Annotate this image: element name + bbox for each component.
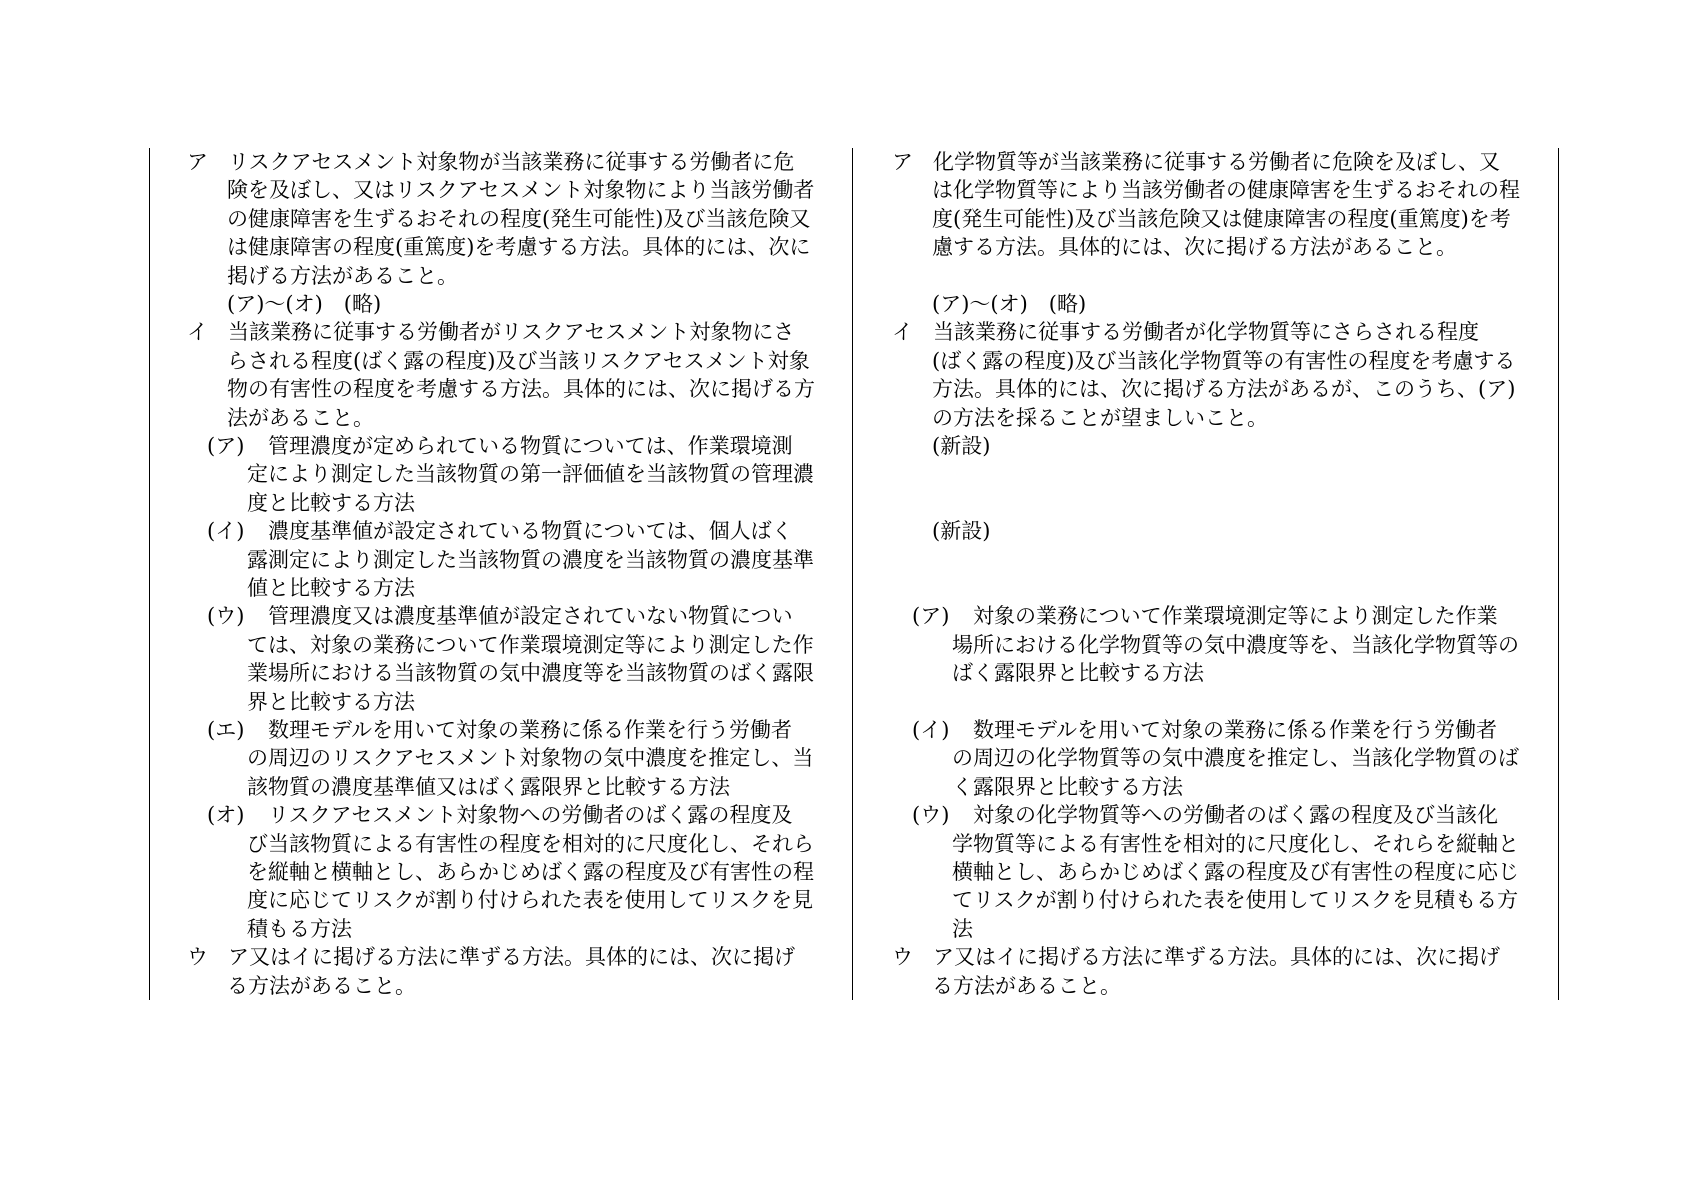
item-marker: イ (187, 320, 208, 345)
line-text: 掲げる方法があること。 (227, 263, 458, 288)
line-text: び当該物質による有害性の程度を相対的に尺度化し、それら (247, 831, 814, 856)
text-line (910, 233, 1550, 261)
line-text: 化学物質等が当該業務に従事する労働者に危険を及ぼし、又 (912, 150, 1500, 174)
line-text: 物の有害性の程度を考慮する方法。具体的には、次に掲げる方 (227, 377, 815, 402)
line-text: 業場所における当該物質の気中濃度等を当該物質のばく露限 (247, 661, 814, 686)
text-line (910, 517, 1550, 545)
line-text: 度と比較する方法 (247, 490, 415, 515)
line-text: 険を及ぼし、又はリスクアセスメント対象物により当該労働者 (227, 178, 815, 203)
column-border-left (149, 148, 150, 1000)
text-line (910, 375, 1550, 403)
text-line (205, 716, 845, 744)
line-text: 慮する方法。具体的には、次に掲げる方法があること。 (932, 235, 1457, 260)
item-marker: (エ) (207, 718, 245, 742)
line-text: 管理濃度又は濃度基準値が設定されていない物質につい (247, 604, 793, 629)
line-text: 数理モデルを用いて対象の業務に係る作業を行う労働者 (247, 718, 792, 742)
item-marker: イ (892, 320, 913, 345)
line-text: 方法。具体的には、次に掲げる方法があるが、このうち、(ア) (932, 377, 1516, 402)
line-text: 該物質の濃度基準値又はばく露限界と比較する方法 (247, 774, 730, 799)
line-text: (ばく露の程度)及び当該化学物質等の有害性の程度を考慮する (932, 348, 1516, 373)
text-line (205, 801, 845, 829)
line-text: 界と比較する方法 (247, 689, 415, 714)
text-line (910, 801, 1550, 829)
item-marker: (ア) (912, 604, 950, 629)
text-line (910, 631, 1550, 659)
line-text: る方法があること。 (932, 973, 1121, 998)
text-line (910, 176, 1550, 204)
line-text: 学物質等による有害性を相対的に尺度化し、それらを縦軸と (952, 831, 1519, 856)
text-line (205, 858, 845, 886)
line-text: 露測定により測定した当該物質の濃度を当該物質の濃度基準 (247, 547, 814, 572)
line-text: 法 (952, 916, 973, 941)
text-line (892, 318, 1550, 346)
line-text: 値と比較する方法 (247, 576, 415, 600)
text-line (910, 659, 1550, 687)
line-text: 場所における化学物質等の気中濃度等を、当該化学物質等の (952, 632, 1519, 657)
text-line (205, 262, 845, 290)
text-line (910, 290, 1550, 318)
text-line (205, 489, 845, 517)
text-line (910, 830, 1550, 858)
line-text: (新設) (932, 519, 991, 544)
line-text: ては、対象の業務について作業環境測定等により測定した作 (247, 632, 814, 657)
text-line (205, 744, 845, 772)
item-marker: (イ) (207, 519, 245, 544)
text-line (910, 716, 1550, 744)
line-text: 定により測定した当該物質の第一評価値を当該物質の管理濃 (247, 462, 814, 487)
line-text: の健康障害を生ずるおそれの程度(発生可能性)及び当該危険又 (227, 206, 811, 231)
text-line (910, 744, 1550, 772)
line-text: らされる程度(ばく露の程度)及び当該リスクアセスメント対象 (227, 348, 810, 373)
item-marker: ア (892, 150, 913, 174)
line-text: てリスクが割り付けられた表を使用してリスクを見積もる方 (952, 888, 1519, 913)
text-line (910, 773, 1550, 801)
text-line (910, 858, 1550, 886)
item-marker: (ウ) (912, 803, 950, 828)
column-border-middle (852, 148, 853, 1000)
line-text: の方法を採ることが望ましいこと。 (932, 405, 1268, 430)
text-line (205, 205, 845, 233)
text-line (910, 432, 1550, 460)
line-text: 数理モデルを用いて対象の業務に係る作業を行う労働者 (952, 718, 1497, 742)
line-text: く露限界と比較する方法 (952, 774, 1183, 799)
column-border-right (1558, 148, 1559, 1000)
text-line (205, 830, 845, 858)
text-line (205, 375, 845, 403)
line-text: は健康障害の程度(重篤度)を考慮する方法。具体的には、次に (227, 235, 811, 260)
line-text: 当該業務に従事する労働者がリスクアセスメント対象物にさ (207, 320, 795, 345)
item-marker: (ア) (207, 434, 245, 458)
line-text: の周辺の化学物質等の気中濃度を推定し、当該化学物質のば (952, 746, 1519, 771)
text-line (892, 148, 1550, 176)
line-text: リスクアセスメント対象物への労働者のばく露の程度及 (247, 803, 793, 828)
text-line (910, 915, 1550, 943)
item-marker: ウ (892, 945, 913, 970)
text-line (205, 915, 845, 943)
line-text: る方法があること。 (227, 973, 416, 998)
text-line (205, 347, 845, 375)
line-text: 濃度基準値が設定されている物質については、個人ばく (247, 519, 793, 544)
line-text: 対象の業務について作業環境測定等により測定した作業 (952, 604, 1498, 629)
text-line (205, 546, 845, 574)
text-line (910, 602, 1550, 630)
text-line (205, 460, 845, 488)
line-text: 横軸とし、あらかじめばく露の程度及び有害性の程度に応じ (952, 860, 1519, 884)
item-marker: (オ) (207, 803, 245, 828)
text-line (205, 972, 845, 1000)
text-line (205, 688, 845, 716)
line-text: (ア)～(オ) (略) (227, 292, 382, 316)
line-text: ア又はイに掲げる方法に準ずる方法。具体的には、次に掲げ (912, 945, 1500, 970)
text-line (205, 432, 845, 460)
line-text: リスクアセスメント対象物が当該業務に従事する労働者に危 (207, 150, 795, 174)
line-text: ばく露限界と比較する方法 (952, 661, 1204, 686)
text-line (205, 631, 845, 659)
item-marker: ア (187, 150, 208, 174)
text-line (205, 773, 845, 801)
line-text: ア又はイに掲げる方法に準ずる方法。具体的には、次に掲げ (207, 945, 795, 970)
text-line (910, 347, 1550, 375)
text-line (910, 972, 1550, 1000)
line-text: は化学物質等により当該労働者の健康障害を生ずるおそれの程 (932, 178, 1520, 203)
line-text: 度に応じてリスクが割り付けられた表を使用してリスクを見 (247, 888, 814, 913)
text-line (187, 148, 845, 176)
line-text: 法があること。 (227, 405, 374, 430)
text-line (205, 176, 845, 204)
line-text: (ア)～(オ) (略) (932, 292, 1087, 316)
text-line (187, 943, 845, 971)
text-line (205, 233, 845, 261)
line-text: 積もる方法 (247, 916, 352, 941)
text-line (910, 886, 1550, 914)
line-text: 度(発生可能性)及び当該危険又は健康障害の程度(重篤度)を考 (932, 206, 1511, 231)
line-text: を縦軸と横軸とし、あらかじめばく露の程度及び有害性の程 (247, 860, 814, 884)
text-line (205, 886, 845, 914)
item-marker: (イ) (912, 718, 950, 742)
line-text: 対象の化学物質等への労働者のばく露の程度及び当該化 (952, 803, 1498, 828)
text-line (205, 517, 845, 545)
text-line (910, 404, 1550, 432)
text-line (205, 290, 845, 318)
text-line (205, 602, 845, 630)
item-marker: (ウ) (207, 604, 245, 629)
line-text: (新設) (932, 434, 991, 458)
line-text: 当該業務に従事する労働者が化学物質等にさらされる程度 (912, 320, 1479, 345)
text-line (205, 659, 845, 687)
text-line (205, 404, 845, 432)
text-line (205, 574, 845, 602)
text-line (892, 943, 1550, 971)
text-line (187, 318, 845, 346)
line-text: 管理濃度が定められている物質については、作業環境測 (247, 434, 793, 458)
item-marker: ウ (187, 945, 208, 970)
text-line (910, 205, 1550, 233)
line-text: の周辺のリスクアセスメント対象物の気中濃度を推定し、当 (247, 746, 814, 771)
